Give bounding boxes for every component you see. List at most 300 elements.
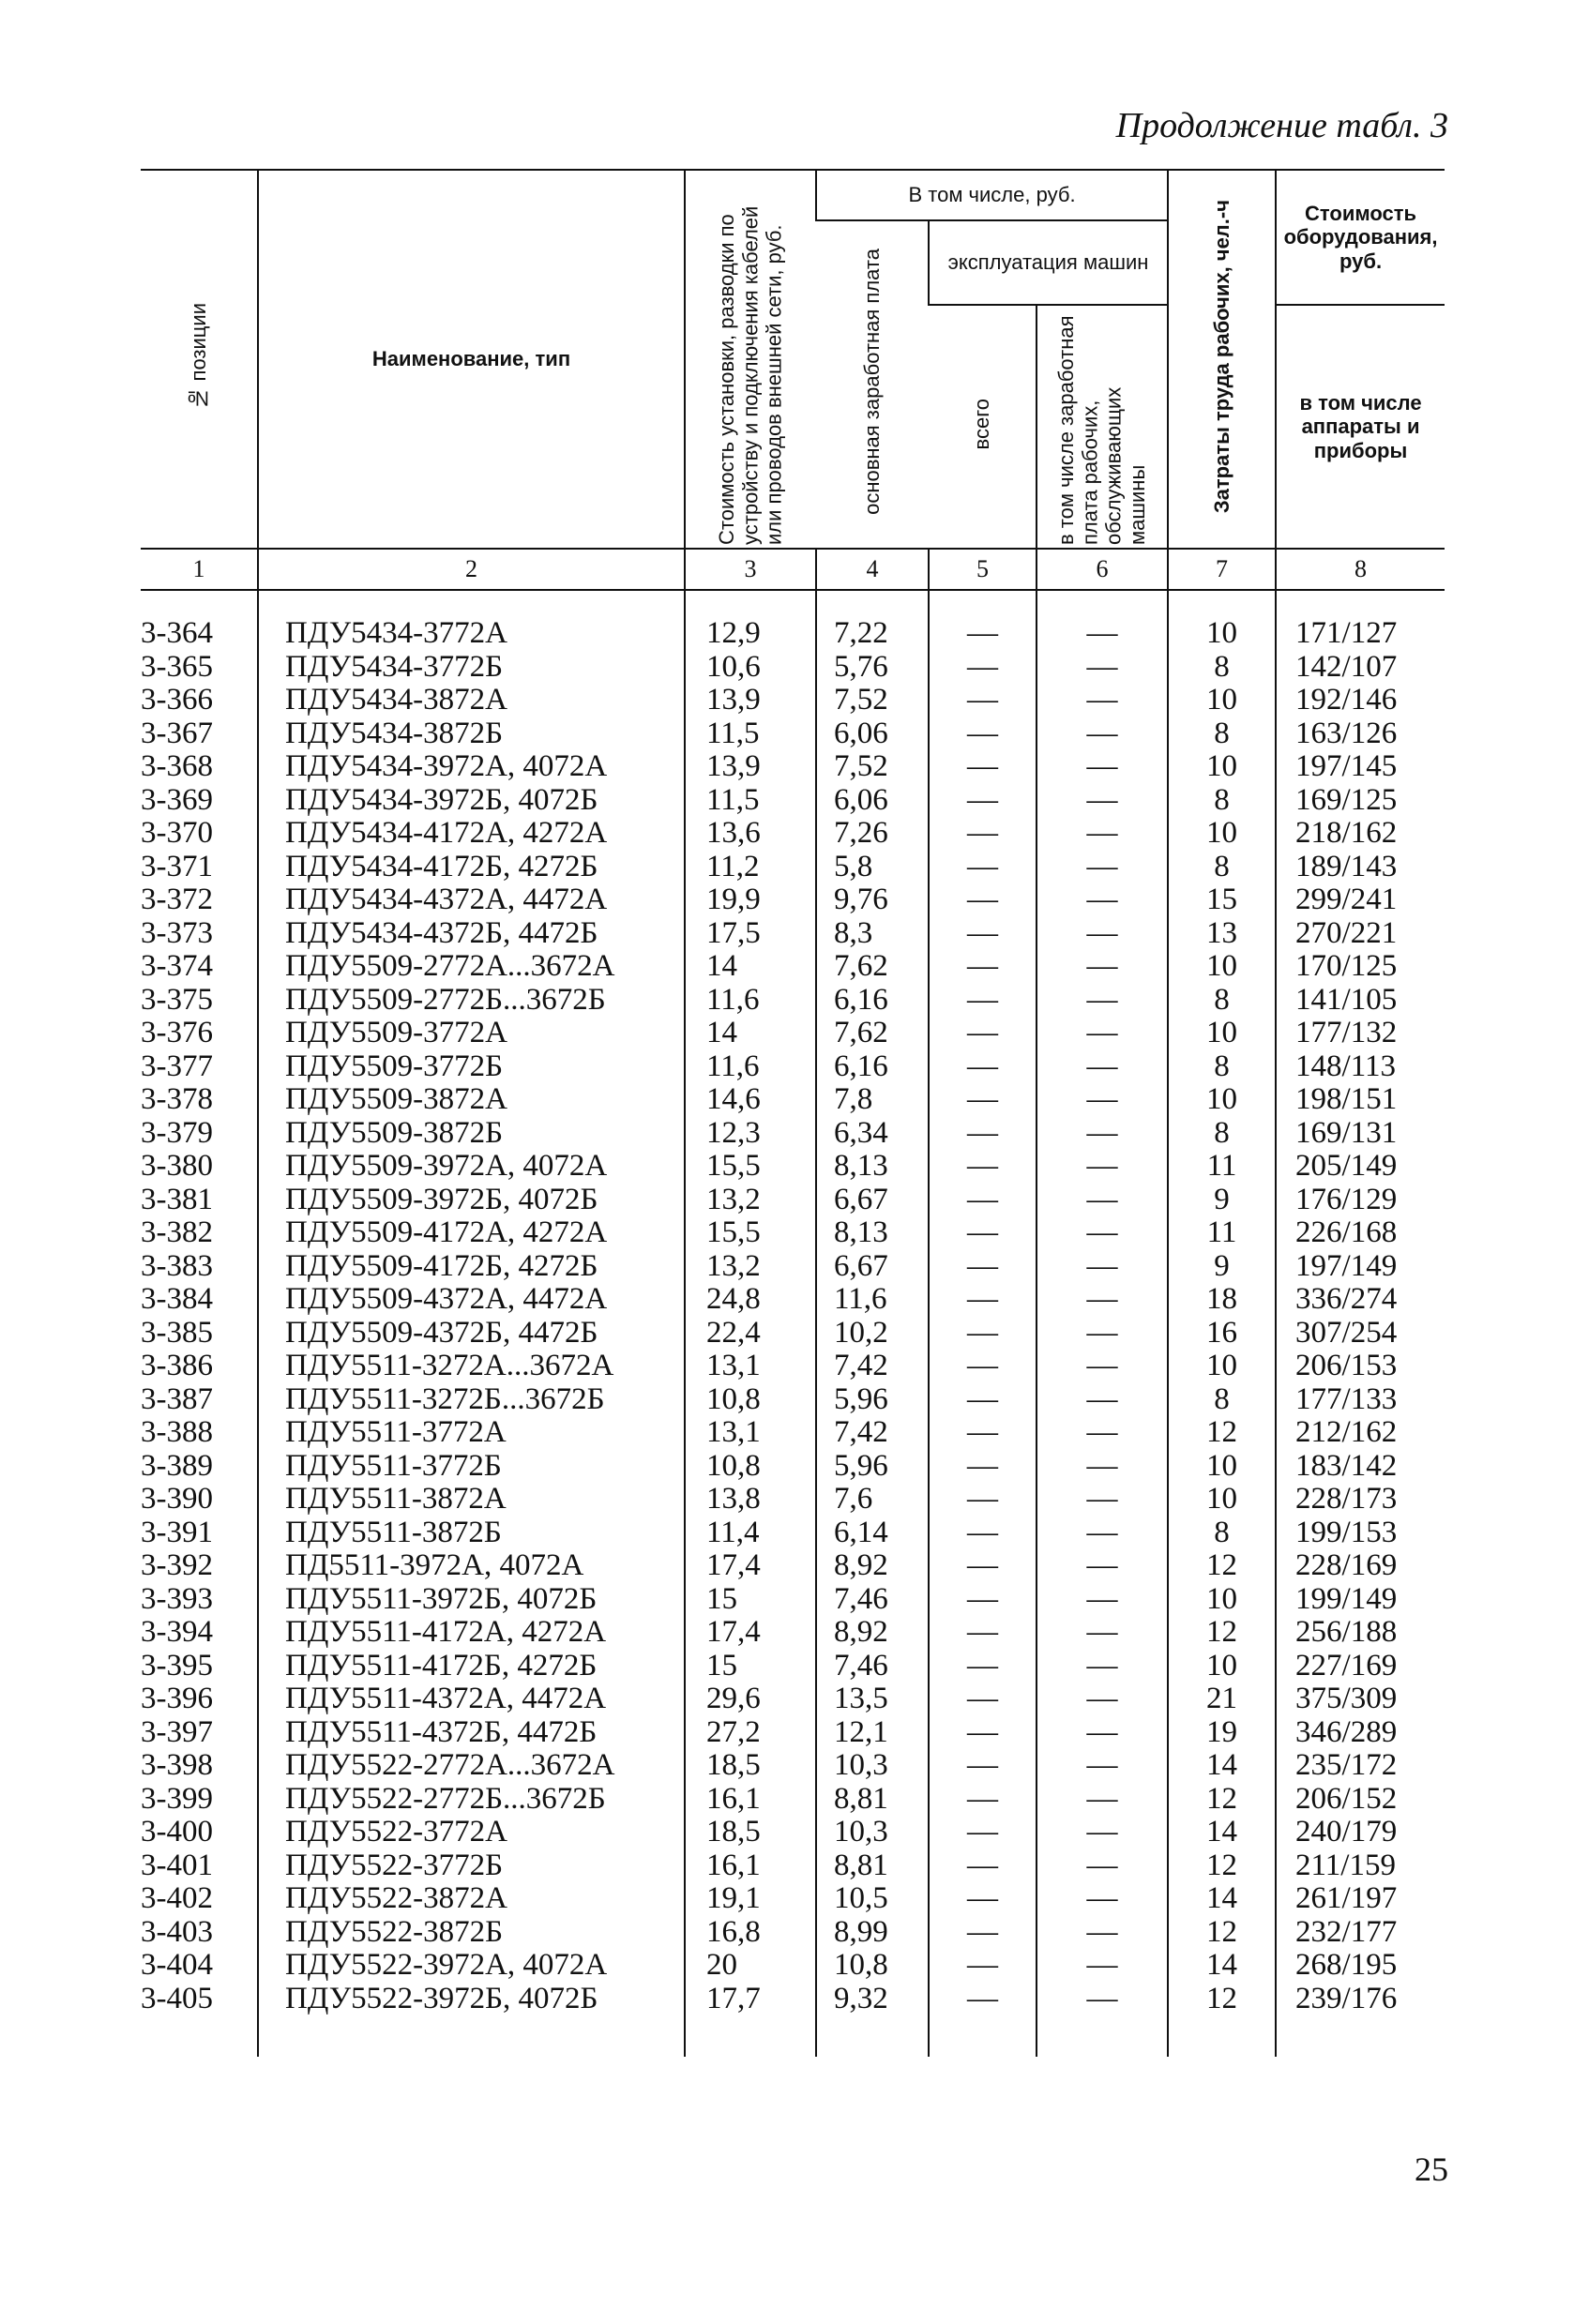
position-cell: 3-386 [141,1349,213,1382]
name-cell: ПДУ5511-4372Б, 4472Б [258,1716,685,1750]
table-row [141,1317,1445,1351]
labor-cell: 10 [1168,1650,1276,1683]
install-cost-cell: 16,8 [685,1916,816,1950]
table-row [141,950,1445,984]
name-cell: ПДУ5511-3772Б [258,1450,685,1484]
machine-total-cell: — [929,984,1037,1018]
column-number: 6 [1037,549,1168,590]
salary-cell: 13,5 [816,1683,929,1716]
machine-salary-cell: — [1037,1383,1168,1417]
machine-total-cell: — [929,1916,1037,1950]
column-number: 3 [685,549,816,590]
equipment-cost-cell: 336/274 [1276,1283,1445,1317]
machine-total-cell: — [929,1184,1037,1217]
machine-total-cell: — [929,1949,1037,1983]
table-row [141,1683,1445,1716]
labor-cell: 12 [1168,1983,1276,2058]
labor-cell: 10 [1168,1483,1276,1517]
equipment-cost-cell: 169/131 [1276,1117,1445,1151]
machine-salary-cell: — [1037,750,1168,784]
name-cell: ПДУ5522-2772Б...3672Б [258,1783,685,1817]
name-cell: ПДУ5434-3972Б, 4072Б [258,784,685,818]
machine-salary-cell: — [1037,883,1168,917]
salary-cell: 7,62 [816,1017,929,1050]
position-cell: 3-401 [141,1848,213,1882]
name-cell: ПДУ5511-3772А [258,1416,685,1450]
salary-cell: 7,22 [816,590,929,651]
name-cell: ПДУ5522-3972А, 4072А [258,1949,685,1983]
name-cell: ПДУ5509-3772А [258,1017,685,1050]
machine-total-cell: — [929,1483,1037,1517]
position-cell: 3-369 [141,782,213,817]
machine-salary-cell: — [1037,1549,1168,1583]
table-row [141,1716,1445,1750]
table-row [141,1882,1445,1916]
labor-cell: 12 [1168,1416,1276,1450]
install-cost-cell: 13,2 [685,1250,816,1284]
install-cost-cell: 15 [685,1650,816,1683]
install-cost-cell: 11,6 [685,984,816,1018]
install-cost-cell: 15 [685,1583,816,1617]
table-row [141,1050,1445,1084]
machine-total-cell: — [929,1983,1037,2058]
equipment-cost-cell: 226/168 [1276,1216,1445,1250]
equipment-cost-cell: 268/195 [1276,1949,1445,1983]
machine-total-cell: — [929,651,1037,685]
install-cost-cell: 29,6 [685,1683,816,1716]
install-cost-cell: 10,6 [685,651,816,685]
salary-cell: 6,67 [816,1250,929,1284]
position-cell: 3-404 [141,1948,213,1982]
equipment-cost-cell: 197/145 [1276,750,1445,784]
install-cost-cell: 14,6 [685,1083,816,1117]
position-cell: 3-389 [141,1448,213,1483]
position-cell: 3-402 [141,1881,213,1915]
equipment-cost-cell: 239/176 [1276,1983,1445,2058]
column-number: 8 [1276,549,1445,590]
salary-cell: 8,13 [816,1216,929,1250]
equipment-cost-cell: 177/132 [1276,1017,1445,1050]
table-row [141,1216,1445,1250]
table-row [141,1816,1445,1849]
labor-cell: 8 [1168,984,1276,1018]
equipment-cost-cell: 170/125 [1276,950,1445,984]
machine-total-cell: — [929,750,1037,784]
machine-total-cell: — [929,1583,1037,1617]
machine-total-cell: — [929,883,1037,917]
equipment-cost-cell: 176/129 [1276,1184,1445,1217]
machine-total-cell: — [929,1283,1037,1317]
machine-total-cell: — [929,1250,1037,1284]
header-name: Наименование, тип [258,170,685,549]
position-cell: 3-368 [141,749,213,783]
name-cell: ПДУ5522-3972Б, 4072Б [258,1983,685,2058]
install-cost-cell: 13,9 [685,750,816,784]
equipment-cost-cell: 299/241 [1276,883,1445,917]
name-cell: ПДУ5522-3872Б [258,1916,685,1950]
name-cell: ПДУ5522-3772Б [258,1849,685,1883]
name-cell: ПДУ5511-3872А [258,1483,685,1517]
position-cell: 3-387 [141,1381,213,1416]
header-including-devices: в том числе аппараты и приборы [1276,305,1445,549]
install-cost-cell: 22,4 [685,1317,816,1351]
table-row [141,1184,1445,1217]
table-row [141,1650,1445,1683]
equipment-cost-cell: 235/172 [1276,1749,1445,1783]
install-cost-cell: 15,5 [685,1216,816,1250]
equipment-cost-cell: 177/133 [1276,1383,1445,1417]
table-row [141,750,1445,784]
machine-total-cell: — [929,1350,1037,1383]
column-number: 4 [816,549,929,590]
table-row [141,784,1445,818]
labor-cell: 8 [1168,1050,1276,1084]
labor-cell: 12 [1168,1849,1276,1883]
equipment-cost-cell: 199/149 [1276,1583,1445,1617]
machine-total-cell: — [929,817,1037,851]
name-cell: ПДУ5522-3772А [258,1816,685,1849]
equipment-cost-cell: 211/159 [1276,1849,1445,1883]
install-cost-cell: 13,1 [685,1350,816,1383]
name-cell: ПДУ5509-2772А...3672А [258,950,685,984]
salary-cell: 9,32 [816,1983,929,2058]
machine-total-cell: — [929,1783,1037,1817]
install-cost-cell: 13,2 [685,1184,816,1217]
equipment-cost-cell: 307/254 [1276,1317,1445,1351]
install-cost-cell: 18,5 [685,1816,816,1849]
machine-salary-cell: — [1037,1749,1168,1783]
name-cell: ПДУ5511-3872Б [258,1517,685,1550]
install-cost-cell: 13,8 [685,1483,816,1517]
table-row [141,1150,1445,1184]
name-cell: ПДУ5511-3972Б, 4072Б [258,1583,685,1617]
salary-cell: 6,34 [816,1117,929,1151]
equipment-cost-cell: 142/107 [1276,651,1445,685]
labor-cell: 8 [1168,784,1276,818]
salary-cell: 7,52 [816,684,929,717]
install-cost-cell: 19,9 [685,883,816,917]
install-cost-cell: 17,7 [685,1983,816,2058]
labor-cell: 13 [1168,917,1276,951]
table-row [141,717,1445,751]
salary-cell: 10,2 [816,1317,929,1351]
position-cell: 3-365 [141,649,213,684]
labor-cell: 15 [1168,883,1276,917]
salary-cell: 12,1 [816,1716,929,1750]
machine-salary-cell: — [1037,1017,1168,1050]
column-number-row [141,549,1445,590]
equipment-cost-cell: 270/221 [1276,917,1445,951]
machine-salary-cell: — [1037,651,1168,685]
table-row [141,1549,1445,1583]
labor-cell: 10 [1168,684,1276,717]
position-cell: 3-381 [141,1182,213,1216]
salary-cell: 9,76 [816,883,929,917]
machine-salary-cell: — [1037,984,1168,1018]
install-cost-cell: 27,2 [685,1716,816,1750]
equipment-cost-cell: 197/149 [1276,1250,1445,1284]
salary-cell: 6,14 [816,1517,929,1550]
position-cell: 3-384 [141,1282,213,1316]
install-cost-cell: 16,1 [685,1783,816,1817]
labor-cell: 10 [1168,1017,1276,1050]
machine-total-cell: — [929,684,1037,717]
position-cell: 3-399 [141,1781,213,1816]
install-cost-cell: 24,8 [685,1283,816,1317]
labor-cell: 8 [1168,651,1276,685]
position-cell: 3-403 [141,1914,213,1949]
labor-cell: 8 [1168,1117,1276,1151]
machine-total-cell: — [929,1549,1037,1583]
machine-salary-cell: — [1037,1816,1168,1849]
machine-total-cell: — [929,917,1037,951]
install-cost-cell: 11,2 [685,851,816,884]
machine-total-cell: — [929,590,1037,651]
machine-salary-cell: — [1037,1517,1168,1550]
labor-cell: 9 [1168,1250,1276,1284]
install-cost-cell: 18,5 [685,1749,816,1783]
machine-salary-cell: — [1037,1916,1168,1950]
position-cell: 3-373 [141,915,213,950]
table-row [141,590,1445,651]
name-cell: ПДУ5509-3872Б [258,1117,685,1151]
salary-cell: 10,5 [816,1882,929,1916]
salary-cell: 7,42 [816,1416,929,1450]
equipment-cost-cell: 169/125 [1276,784,1445,818]
header-labor: Затраты труда рабочих, чел.-ч [1168,170,1276,549]
machine-total-cell: — [929,1050,1037,1084]
position-cell: 3-372 [141,883,213,916]
machine-salary-cell: — [1037,1083,1168,1117]
table-row [141,851,1445,884]
position-cell: 3-364 [141,616,213,650]
name-cell: ПДУ5509-2772Б...3672Б [258,984,685,1018]
machine-total-cell: — [929,1416,1037,1450]
equipment-cost-cell: 212/162 [1276,1416,1445,1450]
equipment-cost-cell: 218/162 [1276,817,1445,851]
machine-total-cell: — [929,1117,1037,1151]
machine-total-cell: — [929,1083,1037,1117]
position-cell: 3-366 [141,683,213,717]
install-cost-cell: 12,3 [685,1117,816,1151]
name-cell: ПД5511-3972А, 4072А [258,1549,685,1583]
position-cell: 3-397 [141,1714,213,1749]
machine-total-cell: — [929,1450,1037,1484]
install-cost-cell: 11,5 [685,717,816,751]
table-row [141,1450,1445,1484]
machine-total-cell: — [929,1616,1037,1650]
install-cost-cell: 20 [685,1949,816,1983]
machine-total-cell: — [929,1383,1037,1417]
labor-cell: 14 [1168,1949,1276,1983]
install-cost-cell: 15,5 [685,1150,816,1184]
position-cell: 3-382 [141,1215,213,1249]
labor-cell: 11 [1168,1216,1276,1250]
labor-cell: 12 [1168,1549,1276,1583]
machine-total-cell: — [929,1650,1037,1683]
labor-cell: 19 [1168,1716,1276,1750]
install-cost-cell: 11,5 [685,784,816,818]
salary-cell: 10,8 [816,1949,929,1983]
machine-salary-cell: — [1037,1783,1168,1817]
equipment-cost-cell: 171/127 [1276,590,1445,651]
machine-salary-cell: — [1037,1849,1168,1883]
salary-cell: 6,06 [816,717,929,751]
table-row [141,817,1445,851]
machine-salary-cell: — [1037,717,1168,751]
position-cell: 3-396 [141,1682,213,1715]
position-cell: 3-378 [141,1082,213,1116]
machine-salary-cell: — [1037,1583,1168,1617]
header-total: всего [929,305,1037,549]
labor-cell: 8 [1168,851,1276,884]
install-cost-cell: 10,8 [685,1450,816,1484]
position-cell: 3-398 [141,1748,213,1782]
name-cell: ПДУ5434-3772А [258,590,685,651]
salary-cell: 7,6 [816,1483,929,1517]
equipment-cost-cell: 240/179 [1276,1816,1445,1849]
table-row [141,1517,1445,1550]
table-body [141,590,1445,2057]
machine-salary-cell: — [1037,1650,1168,1683]
labor-cell: 14 [1168,1749,1276,1783]
equipment-cost-cell: 205/149 [1276,1150,1445,1184]
machine-total-cell: — [929,1816,1037,1849]
labor-cell: 21 [1168,1683,1276,1716]
table-row [141,1983,1445,2058]
salary-cell: 8,92 [816,1549,929,1583]
salary-cell: 8,81 [816,1849,929,1883]
labor-cell: 10 [1168,1450,1276,1484]
salary-cell: 8,3 [816,917,929,951]
table-row [141,1849,1445,1883]
machine-salary-cell: — [1037,1983,1168,2058]
position-cell: 3-383 [141,1248,213,1283]
name-cell: ПДУ5511-4372А, 4472А [258,1683,685,1716]
machine-total-cell: — [929,1749,1037,1783]
header-position: № позиции [141,170,258,549]
name-cell: ПДУ5509-4372Б, 4472Б [258,1317,685,1351]
install-cost-cell: 11,4 [685,1517,816,1550]
table-row [141,1916,1445,1950]
equipment-cost-cell: 256/188 [1276,1616,1445,1650]
header-including: В том числе, руб. [816,170,1168,220]
machine-salary-cell: — [1037,1283,1168,1317]
install-cost-cell: 12,9 [685,590,816,651]
salary-cell: 7,52 [816,750,929,784]
install-cost-cell: 13,6 [685,817,816,851]
position-cell: 3-376 [141,1016,213,1049]
install-cost-cell: 13,1 [685,1416,816,1450]
table-row [141,883,1445,917]
machine-total-cell: — [929,1882,1037,1916]
salary-cell: 5,96 [816,1383,929,1417]
labor-cell: 10 [1168,1083,1276,1117]
salary-cell: 7,62 [816,950,929,984]
equipment-cost-cell: 189/143 [1276,851,1445,884]
install-cost-cell: 17,4 [685,1616,816,1650]
machine-salary-cell: — [1037,1450,1168,1484]
name-cell: ПДУ5434-3772Б [258,651,685,685]
name-cell: ПДУ5509-3972А, 4072А [258,1150,685,1184]
machine-total-cell: — [929,784,1037,818]
name-cell: ПДУ5511-3272А...3672А [258,1350,685,1383]
salary-cell: 5,8 [816,851,929,884]
header-base-salary: основная заработная плата [816,220,929,549]
labor-cell: 12 [1168,1916,1276,1950]
labor-cell: 8 [1168,717,1276,751]
name-cell: ПДУ5434-4172Б, 4272Б [258,851,685,884]
install-cost-cell: 19,1 [685,1882,816,1916]
labor-cell: 16 [1168,1317,1276,1351]
position-cell: 3-370 [141,816,213,850]
table-row [141,1117,1445,1151]
labor-cell: 10 [1168,590,1276,651]
salary-cell: 10,3 [816,1749,929,1783]
position-cell: 3-394 [141,1615,213,1649]
machine-total-cell: — [929,1849,1037,1883]
labor-cell: 14 [1168,1882,1276,1916]
equipment-cost-cell: 346/289 [1276,1716,1445,1750]
machine-salary-cell: — [1037,1317,1168,1351]
position-cell: 3-395 [141,1648,213,1683]
machine-total-cell: — [929,851,1037,884]
equipment-cost-cell: 148/113 [1276,1050,1445,1084]
labor-cell: 10 [1168,1583,1276,1617]
labor-cell: 18 [1168,1283,1276,1317]
position-cell: 3-374 [141,949,213,983]
labor-cell: 14 [1168,1816,1276,1849]
machine-salary-cell: — [1037,1616,1168,1650]
install-cost-cell: 16,1 [685,1849,816,1883]
position-cell: 3-400 [141,1815,213,1849]
machine-salary-cell: — [1037,917,1168,951]
salary-cell: 5,96 [816,1450,929,1484]
labor-cell: 10 [1168,1350,1276,1383]
equipment-cost-cell: 183/142 [1276,1450,1445,1484]
install-cost-cell: 14 [685,1017,816,1050]
install-cost-cell: 14 [685,950,816,984]
header-including-salary: в том числе заработная плата рабочих, обслуживающих машины [1037,305,1168,549]
machine-total-cell: — [929,1150,1037,1184]
labor-cell: 11 [1168,1150,1276,1184]
header-machine-operation: эксплуатация машин [929,220,1168,305]
position-cell: 3-385 [141,1315,213,1350]
labor-cell: 10 [1168,817,1276,851]
table-row [141,1083,1445,1117]
position-cell: 3-390 [141,1482,213,1516]
table-row [141,1250,1445,1284]
name-cell: ПДУ5511-4172А, 4272А [258,1616,685,1650]
machine-salary-cell: — [1037,784,1168,818]
name-cell: ПДУ5509-3772Б [258,1050,685,1084]
labor-cell: 10 [1168,950,1276,984]
machine-salary-cell: — [1037,1882,1168,1916]
name-cell: ПДУ5509-3872А [258,1083,685,1117]
table-row [141,1749,1445,1783]
salary-cell: 5,76 [816,651,929,685]
machine-total-cell: — [929,1517,1037,1550]
equipment-cost-cell: 228/169 [1276,1549,1445,1583]
name-cell: ПДУ5509-4172Б, 4272Б [258,1250,685,1284]
salary-cell: 8,99 [816,1916,929,1950]
name-cell: ПДУ5434-3872А [258,684,685,717]
salary-cell: 6,67 [816,1184,929,1217]
machine-salary-cell: — [1037,851,1168,884]
equipment-cost-cell: 232/177 [1276,1916,1445,1950]
table-row [141,1483,1445,1517]
machine-total-cell: — [929,1017,1037,1050]
